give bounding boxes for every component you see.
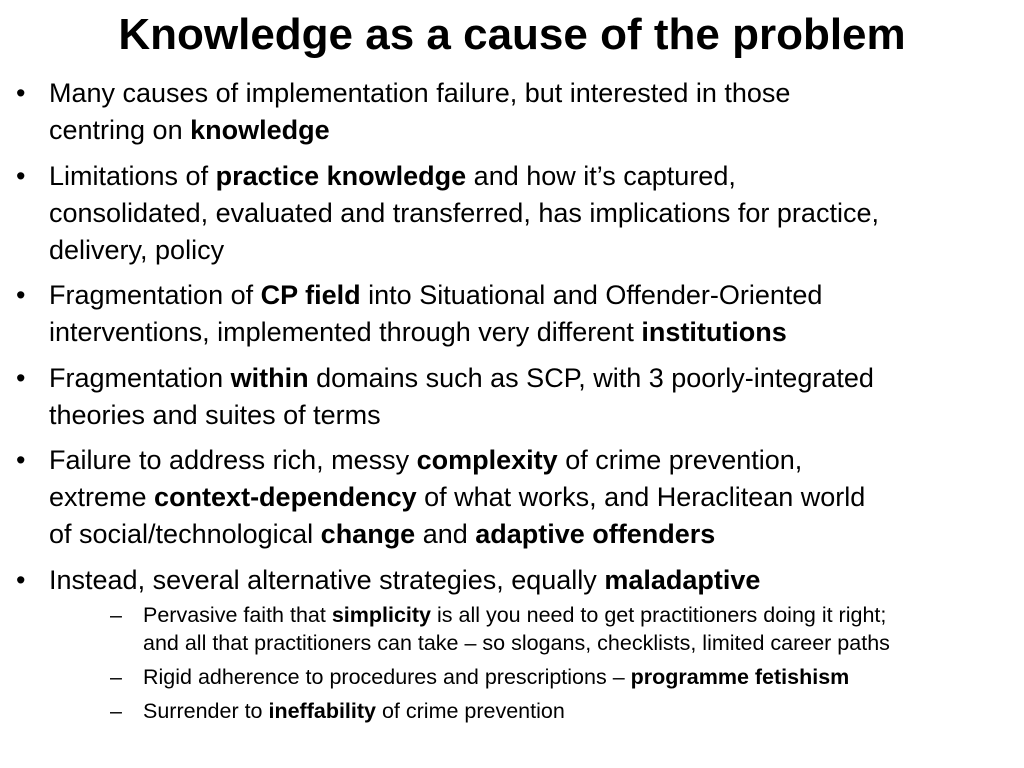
text-segment: and all that practitioners can take – so slogans, checklists, limited career paths [143,630,890,655]
bold-text: institutions [641,317,787,347]
sub-bullet-item [49,601,1024,657]
text-line [49,516,1024,553]
bullet-item [0,75,1024,149]
bullet-item [0,360,1024,434]
text-segment: Pervasive faith that [143,602,332,627]
text-line [143,663,1024,691]
text-segment: Surrender to [143,698,269,723]
bullet-dot-icon: • [16,160,26,191]
text-line [49,314,1024,351]
text-line [49,442,1024,479]
bold-text: practice knowledge [215,160,467,191]
sub-bullet-item [49,697,1024,725]
text-line [49,277,1024,314]
text-line [143,629,1024,657]
text-segment: of crime prevention, [557,445,803,475]
bold-text: change [320,519,416,549]
text-line [49,112,1024,149]
text-segment: Instead, several alternative strategies, equally [49,564,605,595]
text-line [49,232,1024,269]
text-segment: theories and suites of terms [49,399,381,430]
bullet-dot-icon: • [16,362,26,393]
text-segment: into Situational and Offender-Oriented [360,280,823,310]
text-line [143,601,1024,629]
text-segment: and [415,519,476,549]
bold-text: programme fetishism [630,664,850,689]
text-segment: Fragmentation of [49,280,261,310]
bold-text: ineffability [268,698,376,723]
bullet-list [0,75,1024,733]
text-segment: of what works, and Heraclitean world [416,482,866,512]
bullet-dot-icon: • [16,280,26,310]
slide-title: Knowledge as a cause of the problem [118,10,906,59]
bullet-item [0,158,1024,269]
bold-text: maladaptive [604,564,761,595]
dash-icon: – [110,698,122,723]
text-line [49,562,1024,599]
sub-bullet-list [49,601,1024,725]
bullet-item [0,562,1024,725]
bold-text: simplicity [331,602,432,627]
text-segment: centring on [49,115,191,145]
text-line [49,479,1024,516]
dash-icon: – [110,664,122,689]
bold-text: adaptive offenders [475,519,716,549]
bold-text: complexity [416,445,558,475]
text-line [143,697,1024,725]
text-line [49,397,1024,434]
bullet-item [0,277,1024,351]
text-line [49,75,1024,112]
text-segment: of social/technological [49,519,321,549]
text-line [49,360,1024,397]
bold-text: context-dependency [154,482,417,512]
text-line [49,195,1024,232]
text-segment: and how it’s captured, [466,160,736,191]
text-segment: Fragmentation [49,362,231,393]
text-segment: of crime prevention [376,698,565,723]
bold-text: within [230,362,309,393]
bullet-item [0,442,1024,553]
text-segment: Failure to address rich, messy [49,445,417,475]
text-segment: is all you need to get practitioners doing it right; [431,602,887,627]
text-segment: extreme [49,482,155,512]
text-segment: Many causes of implementation failure, but interested in those [49,78,791,108]
text-segment: domains such as SCP, with 3 poorly-integrated [308,362,874,393]
bullet-dot-icon: • [16,564,26,595]
dash-icon: – [110,602,122,627]
bold-text: knowledge [190,115,330,145]
text-line [49,158,1024,195]
text-segment: delivery, policy [49,234,225,265]
text-segment: Limitations of [49,160,216,191]
sub-bullet-item [49,663,1024,691]
text-segment: Rigid adherence to procedures and prescriptions – [143,664,631,689]
text-segment: interventions, implemented through very different [49,317,642,347]
text-segment: consolidated, evaluated and transferred, has implications for practice, [49,197,879,228]
bold-text: CP field [260,280,361,310]
bullet-dot-icon: • [16,78,26,108]
bullet-dot-icon: • [16,445,26,475]
